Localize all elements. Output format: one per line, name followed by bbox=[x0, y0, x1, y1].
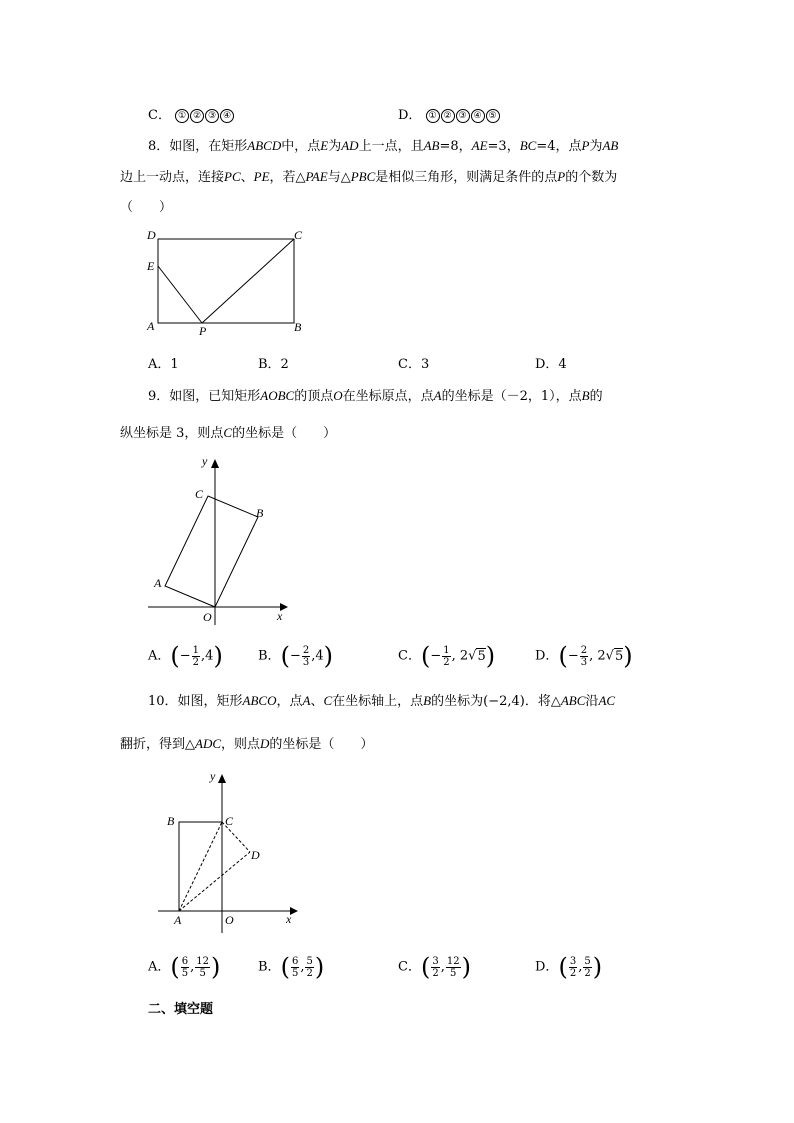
q8-label-a: A bbox=[147, 319, 155, 333]
q8-figure bbox=[140, 222, 315, 342]
q9-option-a: A．(− $\frac{1}{2}$ ,4) bbox=[148, 642, 223, 670]
q10-label-o: O bbox=[225, 913, 234, 927]
q8-line1: 8．如图，在矩形ABCD中，点E为AD上一点，且AB=8，AE=3，BC=4，点P为AB bbox=[148, 138, 619, 154]
q10-label-c: C bbox=[225, 814, 234, 828]
q10-label-d: D bbox=[251, 848, 260, 862]
q10-diagonal-ac bbox=[179, 822, 222, 911]
q10-option-a: A．( $\frac{6}{5}$ , $\frac{12}{5}$ ) bbox=[148, 953, 221, 981]
q10-option-c: C．( $\frac{3}{2}$ , $\frac{12}{5}$ ) bbox=[398, 953, 471, 981]
q10-line2: 翻折，得到△ADC，则点D的坐标是（ ） bbox=[120, 736, 374, 752]
q10-figure bbox=[150, 765, 310, 940]
q10-line1: 10．如图，矩形ABCO，点A、C在坐标轴上，点B的坐标为(−2,4)．将△ABC沿AC bbox=[148, 693, 616, 709]
section-heading-fill-blank: 二、填空题 bbox=[148, 1002, 214, 1017]
q8-line2: 边上一动点，连接PC、PE，若△PAE与△PBC是相似三角形，则满足条件的点P的个数为 bbox=[120, 169, 618, 185]
q9-rectangle bbox=[165, 496, 258, 607]
q9-label-a: A bbox=[154, 576, 162, 590]
q8-label-e: E bbox=[147, 259, 155, 273]
q10-label-b: B bbox=[167, 814, 175, 828]
q10-option-d: D．( $\frac{3}{2}$ , $\frac{5}{2}$ ) bbox=[535, 953, 603, 981]
q10-rectangle-sides bbox=[179, 822, 222, 911]
q9-label-b: B bbox=[256, 506, 264, 520]
q10-label-x: x bbox=[286, 912, 292, 926]
q9-label-o: O bbox=[203, 610, 212, 624]
q9-line2: 纵坐标是 3，则点C的坐标是（ ） bbox=[120, 425, 337, 441]
q8-option-d: D．4 bbox=[535, 357, 567, 372]
q8-segment-pc bbox=[202, 239, 294, 323]
q10-y-arrow bbox=[218, 774, 226, 783]
q9-y-arrow bbox=[211, 459, 219, 468]
q8-option-c: C．3 bbox=[398, 357, 430, 372]
q9-label-y: y bbox=[202, 454, 208, 468]
q9-option-c: C．(− $\frac{1}{2}$ , 2√5) bbox=[398, 642, 496, 670]
q8-label-d: D bbox=[147, 228, 156, 242]
q8-rectangle bbox=[158, 239, 294, 323]
q8-label-c: C bbox=[294, 228, 303, 242]
q8-option-a: A．1 bbox=[148, 357, 179, 372]
q9-option-d: D．(− $\frac{2}{3}$ , 2√5) bbox=[535, 642, 633, 670]
q8-option-b: B．2 bbox=[258, 357, 289, 372]
q8-label-p: P bbox=[199, 324, 207, 338]
q7-option-d: D． ① ② ③ ④ ⑤ bbox=[398, 104, 501, 123]
q9-label-c: C bbox=[195, 487, 204, 501]
q10-label-a: A bbox=[174, 913, 182, 927]
q7-option-c: C． ① ② ③ ④ bbox=[148, 104, 235, 123]
q8-label-b: B bbox=[294, 320, 302, 334]
q9-line1: 9．如图，已知矩形AOBC的顶点O在坐标原点，点A的坐标是（－2，1），点B的 bbox=[148, 388, 603, 404]
q8-line3: （ ） bbox=[120, 200, 173, 215]
q10-segment-ad bbox=[179, 852, 250, 911]
q10-option-b: B．( $\frac{6}{5}$ , $\frac{5}{2}$ ) bbox=[258, 953, 325, 981]
q9-option-b: B．(− $\frac{2}{3}$ ,4) bbox=[258, 642, 333, 670]
q10-label-y: y bbox=[210, 769, 216, 783]
q9-figure bbox=[140, 450, 300, 630]
q9-label-x: x bbox=[277, 609, 283, 623]
q8-segment-pe bbox=[158, 266, 202, 323]
